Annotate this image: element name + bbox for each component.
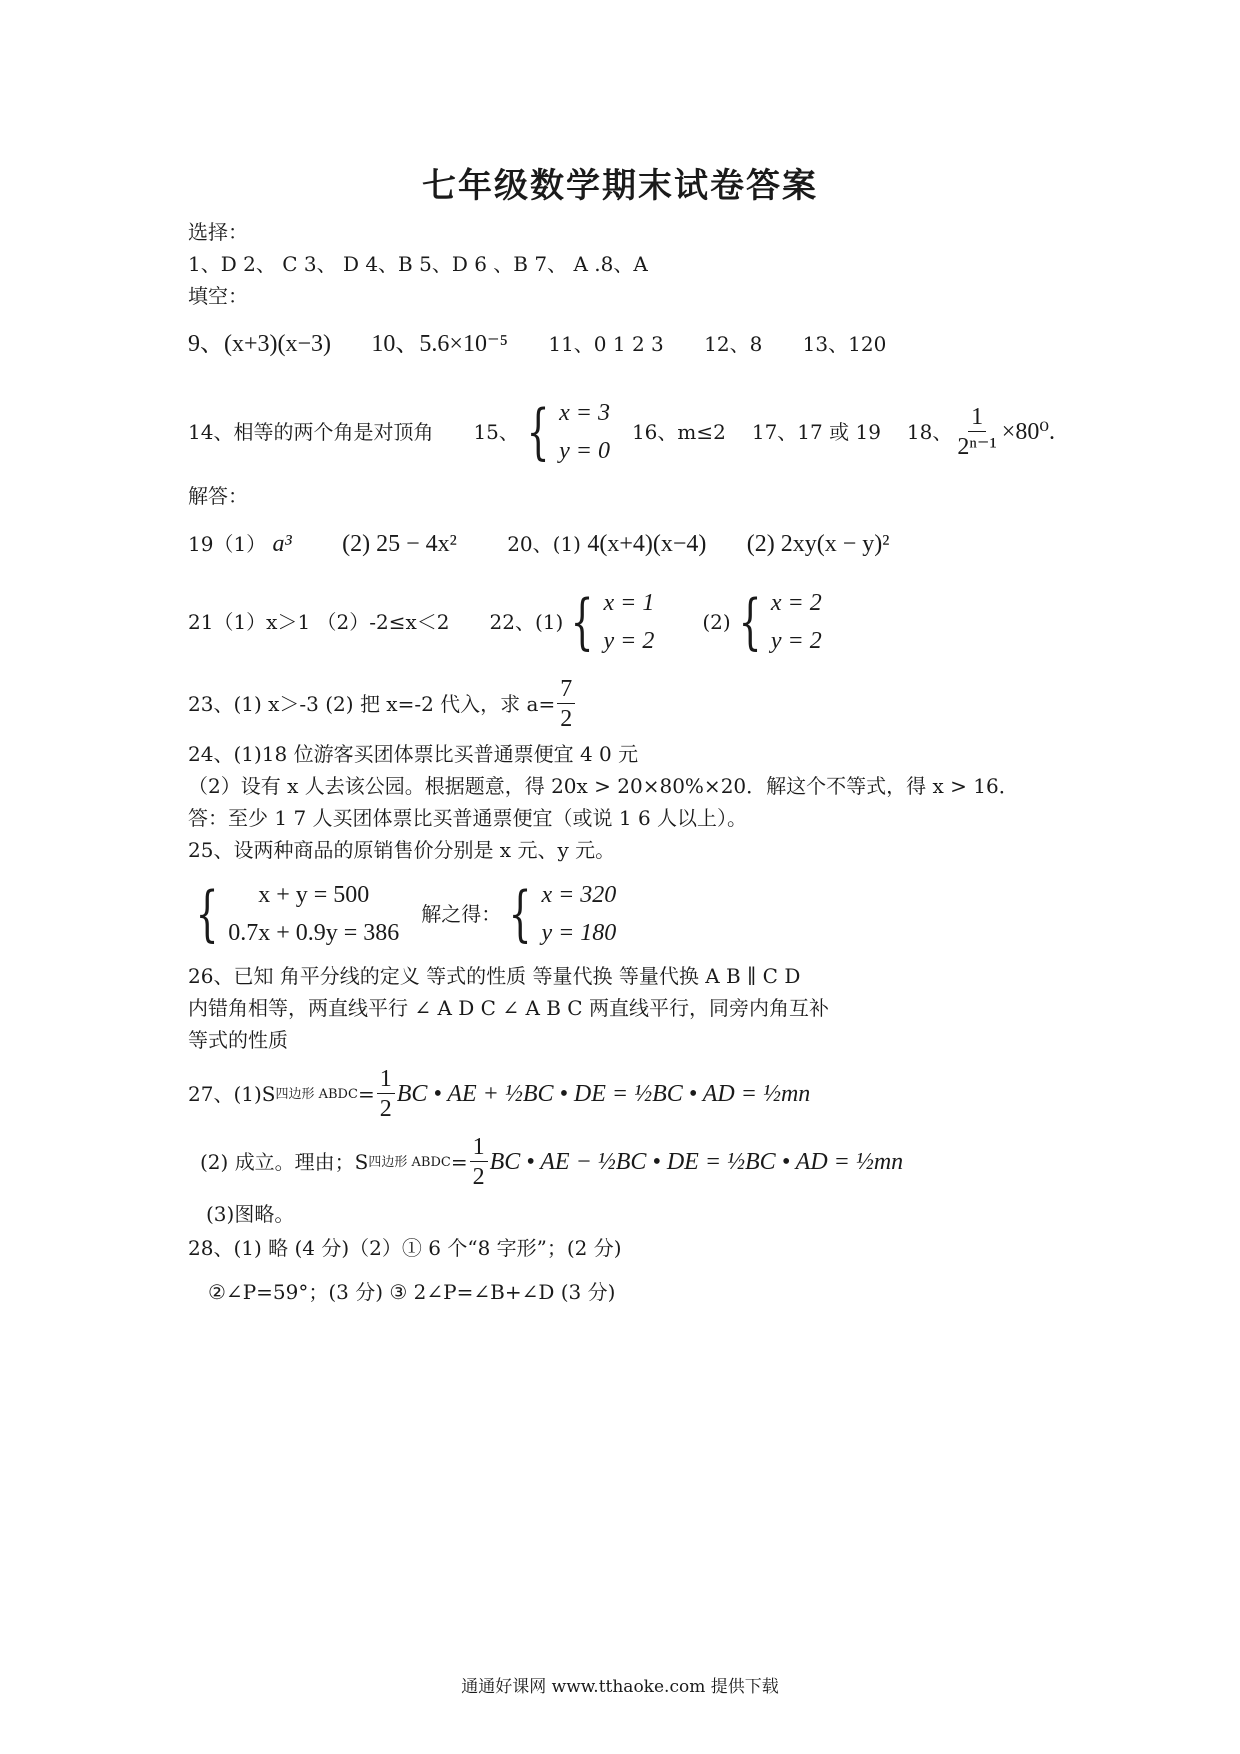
- fill-row-2: [188, 392, 1068, 472]
- answer-18-denominator: 2ⁿ⁻¹: [957, 434, 997, 460]
- answer-25-mid: 解之得：: [421, 902, 502, 926]
- solve-row-23: [188, 672, 577, 736]
- answer-27-2-expr: BC • AE − ½BC • DE = ½BC • AD = ½mn: [489, 1149, 904, 1175]
- answer-22-2-label: (2): [702, 610, 731, 634]
- answer-27-2: (2) 成立。理由；S 四边形 ABDC = $\frac{1}{2}$ BC • AE − ½BC • DE = ½BC • AD = ½mn: [200, 1134, 904, 1190]
- answer-25-solution: { x = 320 y = 180: [501, 876, 616, 952]
- answer-20-2: (2) 2xy(x − y)²: [746, 531, 890, 557]
- answer-25-sol-2: y = 180: [541, 920, 617, 946]
- answer-27-3: (3)图略。: [206, 1202, 295, 1226]
- page-title: 七年级数学期末试卷答案: [422, 166, 818, 206]
- answer-27-2-subscript: 四边形 ABDC: [368, 1154, 451, 1170]
- answer-19-2: (2) 25 − 4x²: [342, 531, 457, 557]
- answer-17: 17、17 或 19: [751, 420, 881, 444]
- answer-20-label: 20、(1): [507, 532, 581, 556]
- answer-10: 10、5.6×10⁻⁵: [371, 331, 508, 357]
- answer-23-text: 23、(1) x＞-3 (2) 把 x=-2 代入，求 a=: [188, 692, 556, 716]
- answer-18-tail: ×80⁰.: [1001, 419, 1055, 445]
- answer-27-1-expr: BC • AE + ½BC • DE = ½BC • AD = ½mn: [396, 1081, 811, 1107]
- section-solve: 解答：: [188, 484, 248, 508]
- answer-16: 16、m≤2: [631, 420, 726, 444]
- answer-27-2-half: $\frac{1}{2}$: [470, 1135, 488, 1189]
- answer-22-1-row-2: y = 2: [603, 628, 655, 654]
- answer-24-1: 24、(1)18 位游客买团体票比买普通票便宜 4 0 元: [188, 742, 639, 766]
- answer-28-2: ②∠P=59°；(3 分) ③ 2∠P=∠B+∠D (3 分): [208, 1280, 616, 1304]
- answer-23-denominator: 2: [560, 706, 573, 732]
- answer-13: 13、120: [802, 332, 887, 356]
- answer-24-2: （2）设有 x 人去该公园。根据题意，得 20x > 20×80%×20．解这个不等式，得 x > 16．: [188, 774, 1019, 798]
- fill-row-1: [188, 332, 1068, 356]
- answer-22-2-row-1: x = 2: [770, 590, 822, 616]
- answer-22-2-system: { x = 2 y = 2: [731, 584, 822, 660]
- answer-22-label: 22、(1): [489, 610, 564, 634]
- answer-25-eq-2: 0.7x + 0.9y = 386: [228, 920, 400, 946]
- answer-15-row-2: y = 0: [559, 438, 610, 464]
- answer-15-label: 15、: [473, 420, 519, 444]
- answer-25-eq-1: x + y = 500: [258, 882, 370, 908]
- answer-11: 11、0 1 2 3: [548, 332, 664, 356]
- answer-9: 9、(x+3)(x−3): [188, 331, 332, 357]
- section-choice: 选择：: [188, 220, 248, 244]
- answer-19-label: 19（1）: [188, 532, 267, 556]
- answer-22-1-system: { x = 1 y = 2: [563, 584, 654, 660]
- solve-row-21-22: [188, 584, 888, 660]
- answer-19-1: a³: [272, 531, 292, 557]
- answer-18-numerator: 1: [968, 405, 986, 432]
- answer-18-fraction: [954, 405, 999, 459]
- answer-23-fraction: [557, 677, 575, 731]
- answer-15-system: { x = 3 y = 0: [519, 394, 610, 470]
- answer-21: 21（1）x＞1 （2）-2≤x＜2: [188, 610, 450, 634]
- answer-25-system: { x + y = 500 0.7x + 0.9y = 386: [188, 876, 399, 952]
- answer-25-sol-1: x = 320: [541, 882, 617, 908]
- answer-28-1: 28、(1) 略 (4 分)（2）① 6 个“8 字形”；(2 分): [188, 1236, 622, 1260]
- answer-14: 14、相等的两个角是对顶角: [188, 420, 434, 444]
- section-fill: 填空：: [188, 284, 248, 308]
- answer-25-systems: [188, 876, 616, 952]
- answer-26-3: 等式的性质: [188, 1028, 288, 1052]
- answer-27-1: 27、(1)S 四边形 ABDC = $\frac{1}{2}$ BC • AE + ½BC • DE = ½BC • AD = ½mn: [188, 1066, 811, 1122]
- answer-26-2: 内错角相等，两直线平行 ∠ A D C ∠ A B C 两直线平行，同旁内角互补: [188, 996, 829, 1020]
- answer-15-row-1: x = 3: [559, 400, 610, 426]
- answer-24-3: 答：至少 1 7 人买团体票比买普通票便宜（或说 1 6 人以上）。: [188, 806, 748, 830]
- solve-row-19-20: [188, 532, 988, 556]
- answer-22-2-row-2: y = 2: [770, 628, 822, 654]
- answer-27-1-half: $\frac{1}{2}$: [377, 1067, 395, 1121]
- answer-25-1: 25、设两种商品的原销售价分别是 x 元、y 元。: [188, 838, 616, 862]
- answer-26-1: 26、已知 角平分线的定义 等式的性质 等量代换 等量代换 A B ∥ C D: [188, 964, 801, 988]
- answer-12: 12、8: [704, 332, 763, 356]
- answer-27-2-label: (2) 成立。理由；S: [200, 1150, 369, 1174]
- choice-answers: 1、D 2、 C 3、 D 4、B 5、D 6 、B 7、 A .8、A: [188, 252, 648, 276]
- answer-20-1: 4(x+4)(x−4): [587, 531, 707, 557]
- footer-credit: 通通好课网 www.tthaoke.com 提供下载: [461, 1677, 779, 1697]
- answer-23-numerator: 7: [557, 677, 575, 704]
- answer-22-1-row-1: x = 1: [603, 590, 655, 616]
- answer-27-1-subscript: 四边形 ABDC: [275, 1086, 358, 1102]
- answer-27-1-label: 27、(1)S: [188, 1082, 276, 1106]
- answer-18-label: 18、: [906, 420, 953, 444]
